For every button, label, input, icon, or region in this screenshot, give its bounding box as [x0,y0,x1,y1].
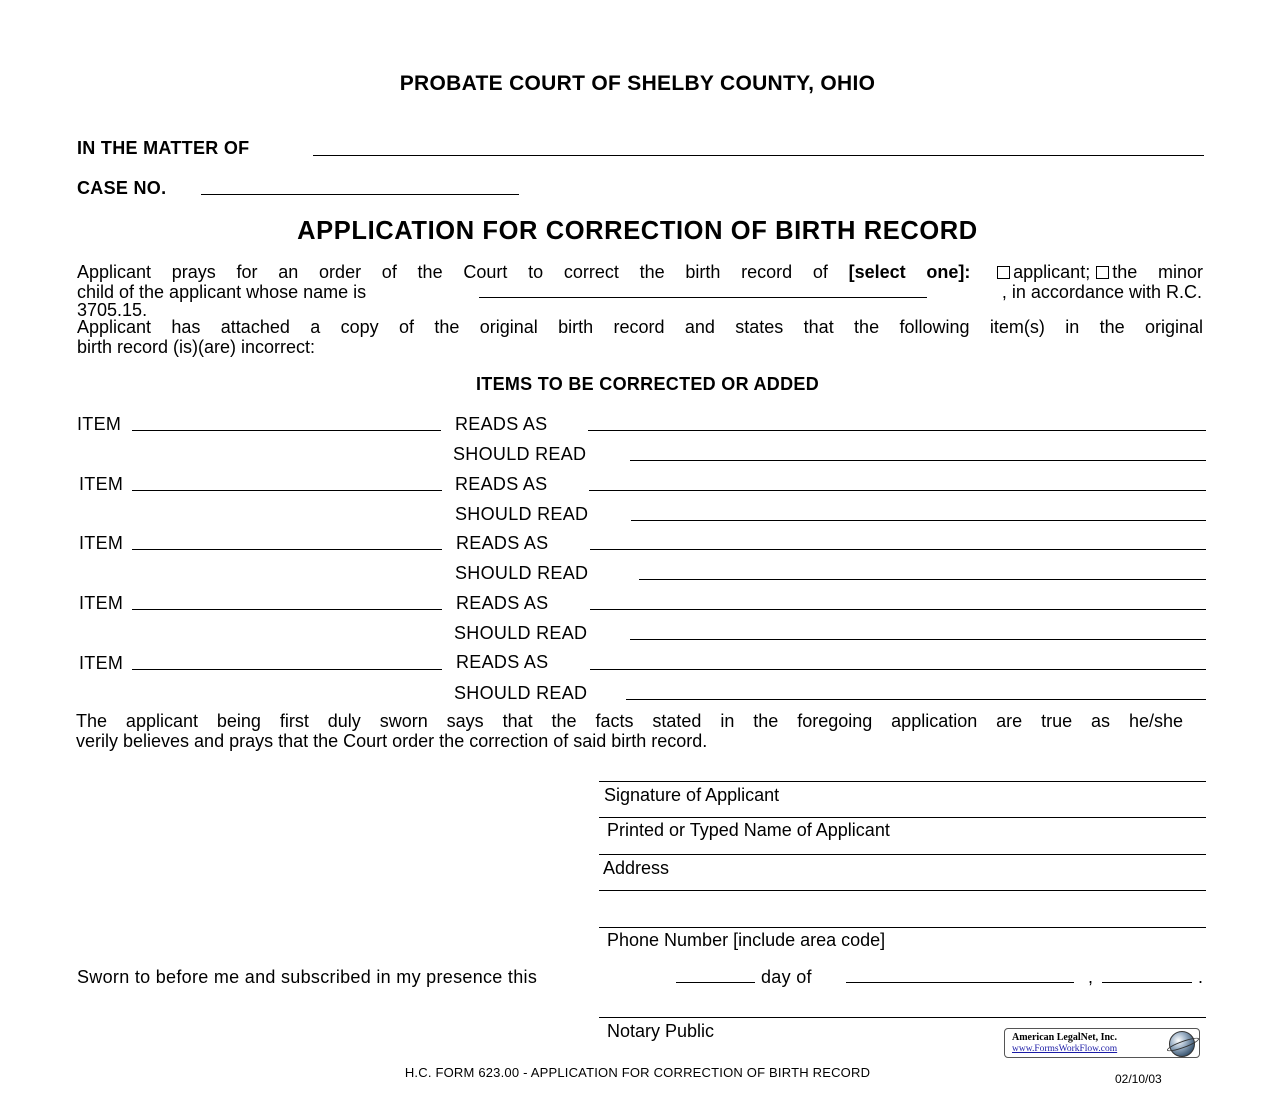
applicant-option-label: applicant; [1013,262,1091,282]
american-legalnet-logo [1004,1028,1200,1058]
signature-label: Signature of Applicant [604,785,780,805]
prayer-lead: Applicant prays for an order of the Court to correct the birth record of [77,262,828,282]
item-label: ITEM [79,533,124,553]
minor-option-label: the minor [1112,262,1203,282]
oath-line-2: verily believes and prays that the Court order the correction of said birth record. [76,731,708,751]
form-title: APPLICATION FOR CORRECTION OF BIRTH RECORD [297,217,978,245]
should-read-field[interactable] [630,460,1206,461]
reads-as-label: READS AS [456,652,549,672]
address-label: Address [603,858,670,878]
reads-as-label: READS AS [456,593,549,613]
comma: , [1088,967,1094,987]
reads-as-field[interactable] [588,430,1206,431]
should-read-field[interactable] [630,639,1206,640]
matter-field[interactable] [313,155,1204,156]
case-number-field[interactable] [201,194,519,195]
oath-line-1: The applicant being first duly sworn says that the facts stated in the foregoing application are true as he/she [76,711,1183,731]
matter-label: IN THE MATTER OF [77,138,250,158]
printed-name-field[interactable] [599,817,1206,818]
reads-as-label: READS AS [456,533,549,553]
prayer-line-1 [77,263,1203,282]
form-footer: H.C. FORM 623.00 - APPLICATION FOR CORRECTION OF BIRTH RECORD [404,1065,871,1080]
items-heading: ITEMS TO BE CORRECTED OR ADDED [475,374,820,394]
revision-date: 02/10/03 [1115,1072,1162,1086]
item-label: ITEM [77,414,122,434]
prayer-line-3: 3705.15. [77,300,148,320]
phone-label: Phone Number [include area code] [607,930,886,950]
item-label: ITEM [79,474,124,494]
sworn-lead: Sworn to before me and subscribed in my presence this [77,967,538,987]
should-read-field[interactable] [639,579,1206,580]
phone-field[interactable] [599,927,1206,928]
case-number-label: CASE NO. [77,178,167,198]
reads-as-field[interactable] [590,609,1206,610]
attached-line-2: birth record (is)(are) incorrect: [77,337,316,357]
should-read-label: SHOULD READ [454,623,588,643]
should-read-label: SHOULD READ [453,444,587,464]
should-read-field[interactable] [631,520,1206,521]
reads-as-field[interactable] [589,490,1206,491]
day-of-label: day of [761,967,812,987]
applicant-checkbox[interactable] [997,266,1010,279]
period: . [1198,967,1204,987]
child-name-field[interactable] [479,297,927,298]
prayer-line-2-tail: , in accordance with R.C. [1001,282,1202,302]
signature-field[interactable] [599,781,1206,782]
court-title: PROBATE COURT OF SHELBY COUNTY, OHIO [399,72,876,95]
reads-as-label: READS AS [455,414,548,434]
select-one-label: [select one]: [848,262,971,282]
item-field[interactable] [132,549,442,550]
reads-as-field[interactable] [590,669,1206,670]
sworn-month-field[interactable] [846,982,1074,983]
item-field[interactable] [132,609,442,610]
item-label: ITEM [79,593,124,613]
should-read-label: SHOULD READ [454,683,588,703]
should-read-field[interactable] [626,699,1206,700]
address-line-2-field[interactable] [599,890,1206,891]
logo-website-link[interactable]: www.FormsWorkFlow.com [1012,1044,1118,1054]
reads-as-field[interactable] [590,549,1206,550]
notary-label: Notary Public [607,1021,715,1041]
reads-as-label: READS AS [455,474,548,494]
sworn-year-field[interactable] [1102,982,1192,983]
item-field[interactable] [132,430,441,431]
notary-signature-field[interactable] [599,1017,1206,1018]
item-label: ITEM [79,653,124,673]
item-field[interactable] [132,490,442,491]
globe-icon [1169,1031,1195,1057]
printed-name-label: Printed or Typed Name of Applicant [607,820,890,840]
prayer-line-2-lead: child of the applicant whose name is [77,282,367,302]
sworn-day-field[interactable] [676,982,755,983]
logo-company-name: American LegalNet, Inc. [1012,1032,1117,1043]
address-field[interactable] [599,854,1206,855]
item-field[interactable] [132,669,442,670]
should-read-label: SHOULD READ [455,563,589,583]
attached-line-1: Applicant has attached a copy of the original birth record and states that the following item(s) in the original [77,317,1203,337]
should-read-label: SHOULD READ [455,504,589,524]
minor-child-checkbox[interactable] [1096,266,1109,279]
